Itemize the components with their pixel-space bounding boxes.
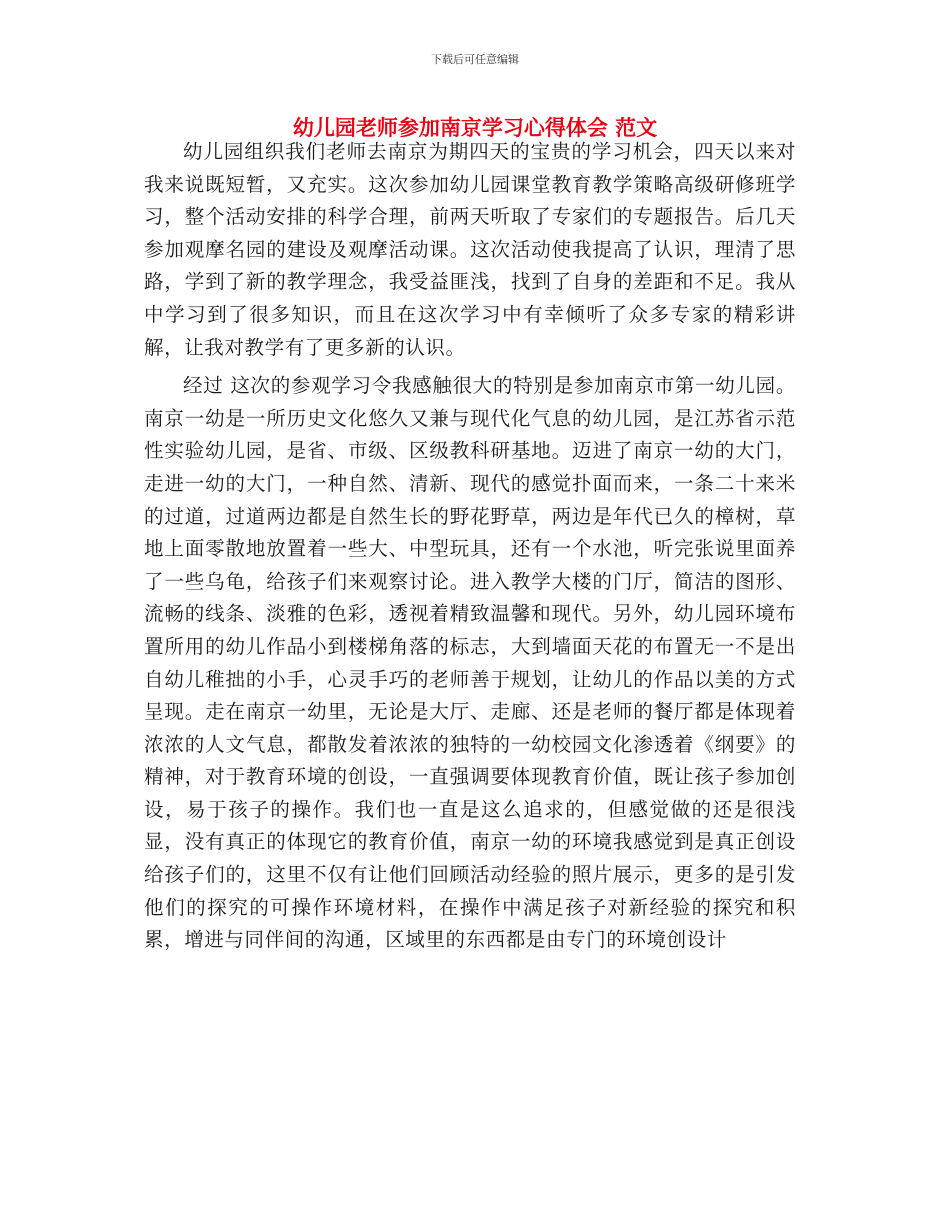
page-header-note: 下载后可任意编辑 xyxy=(431,53,519,66)
document-title: 幼儿园老师参加南京学习心得体会 范文 xyxy=(292,116,658,140)
paragraph-2: 经过 这次的参观学习令我感触很大的特别是参加南京市第一幼儿园。南京一幼是一所历史文化悠久又兼与现代化气息的幼儿园，是江苏省示范性实验幼儿园，是省、市级、区级教科研基地。迈进了南京一幼的大门，走进一幼的大门，一种自然、清新、现代的感觉扑面而来，一条二十来米的过道，过道两边都是自然生长的野花野草，两边是年代已久的樟树，草地上面零散地放置着一些大、中型玩具，还有一个水池，听完张说里面养了一些乌龟，给孩子们来观察讨论。进入教学大楼的门厅，简洁的图形、流畅的线条、淡雅的色彩，透视着精致温馨和现代。另外，幼儿园环境布置所用的幼儿作品小到楼梯角落的标志，大到墙面天花的布置无一不是出自幼儿稚拙的小手，心灵手巧的老师善于规划，让幼儿的作品以美的方式呈现。走在南京一幼里，无论是大厅、走廊、还是老师的餐厅都是体现着浓浓的人文气息，都散发着浓浓的独特的一幼校园文化渗透着《纲要》的精神，对于教育环境的创设，一直强调要体现教育价值，既让孩子参加创设，易于孩子的操作。我们也一直是这么追求的，但感觉做的还是很浅显，没有真正的体现它的教育价值，南京一幼的环境我感觉到是真正创设给孩子们的，这里不仅有让他们回顾活动经验的照片展示，更多的是引发他们的探究的可操作环境材料，在操作中满足孩子对新经验的探究和积累，增进与同伴间的沟通，区域里的东西都是由专门的环境创设计 xyxy=(144,374,796,952)
document-body xyxy=(144,136,796,957)
paragraph-1: 幼儿园组织我们老师去南京为期四天的宝贵的学习机会，四天以来对我来说既短暂，又充实。这次参加幼儿园课堂教育教学策略高级研修班学习，整个活动安排的科学合理，前两天听取了专家们的专题报告。后几天参加观摩名园的建设及观摩活动课。这次活动使我提高了认识，理清了思路，学到了新的教学理念，我受益匪浅，找到了自身的差距和不足。我从中学习到了很多知识，而且在这次学习中有幸倾听了众多专家的精彩讲解，让我对教学有了更多新的认识。 xyxy=(144,140,796,359)
